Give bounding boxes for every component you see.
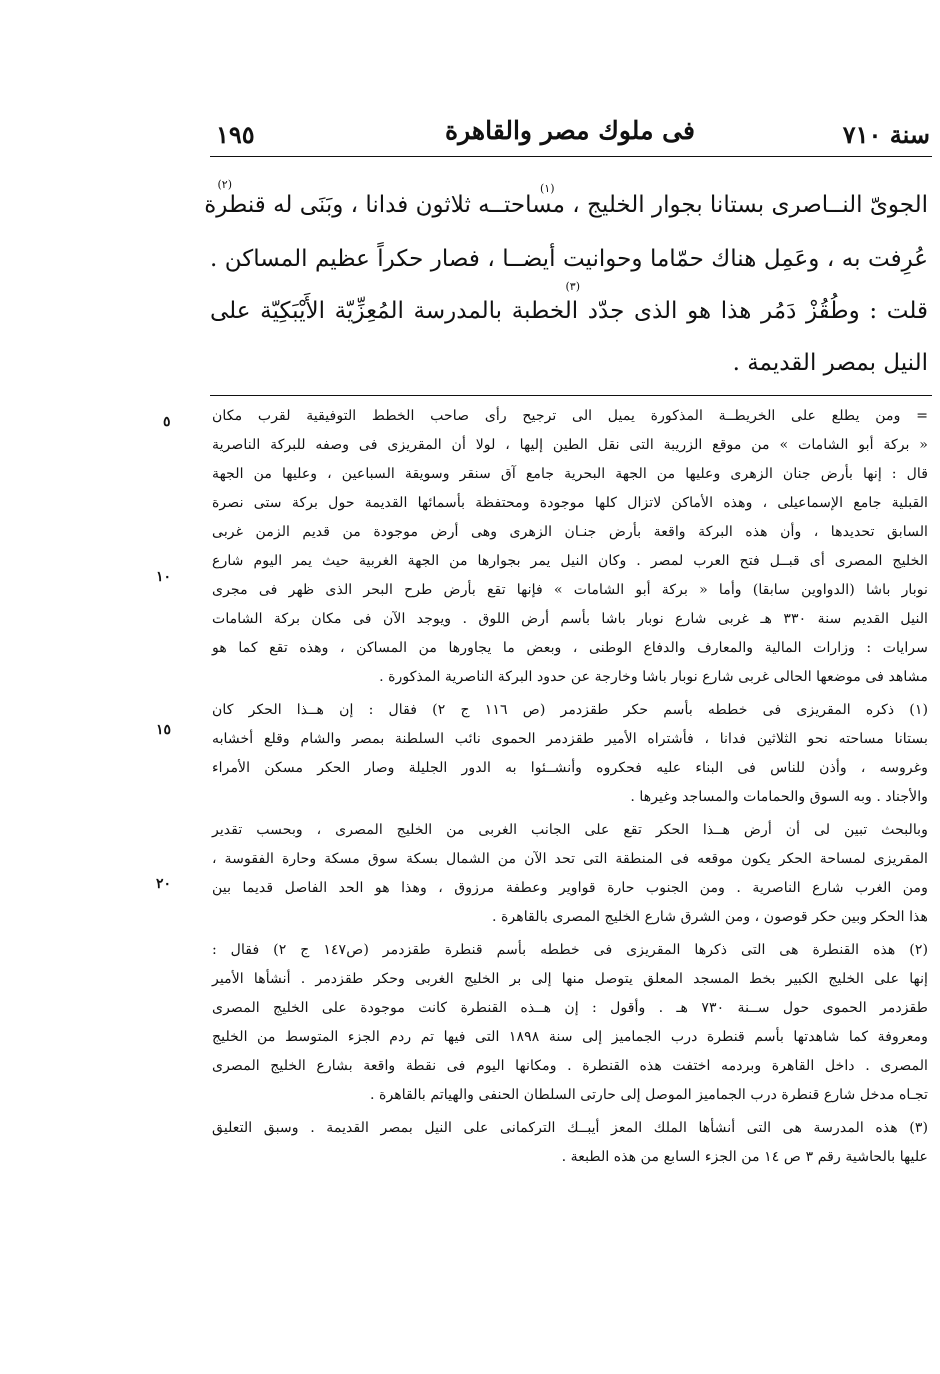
footnote-line: « بركة أبو الشامات » من موقع الزريبة التى نقل الطين إليها ، لولا أن المقريزى فى وصفه للبركة الناصرية: [212, 437, 928, 453]
page-number: ١٩٥: [216, 120, 255, 149]
footnote-line: سرايات : وزارات المالية والمعارف والدفاع الوطنى ، وبعض ما يجاورها من المساكن ، وهذه تقع كما هو: [212, 640, 928, 656]
footnote-line: ومن الغرب شارع الناصرية . ومن الجنوب حارة قواوير وعطفة مرزوق ، وهذا هو الحد الفاصل قديما بين: [212, 880, 928, 896]
footnote-line: بستانا مساحته نحو الثلاثين فدانا ، فأشتراه الأمير طقزدمر الحموى نائب السلطنة بمصر والشام وقلع أخشابه: [212, 731, 928, 747]
footnote-line: (٢) هذه القنطرة هى التى ذكرها المقريزى فى خططه بأسم قنطرة طقزدمر (ص١٤٧ ج ٢) فقال :: [212, 942, 928, 958]
header-title: فى ملوك مصر والقاهرة: [445, 116, 695, 145]
main-text: [204, 170, 928, 380]
footnote-line: النيل القديم سنة ٣٣٠ هـ غربى شارع نوبار باشا بأسم أرض اللوق . ويوجد الآن فى مكان بركة الشامات: [212, 611, 928, 627]
footnote-line: والأجناد . وبه السوق والحمامات والمساجد وغيرها .: [630, 789, 928, 805]
header-year: سنة ٧١٠: [842, 120, 930, 149]
main-line-2: عُرِفت به ، وعَمِل هناك حمّاما وحوانيت أيضــا ، فصار حكراً عظيم المساكن .: [210, 246, 928, 272]
footnote-line: (١) ذكره المقريزى فى خططه بأسم حكر طقزدمر (ص ١١٦ ج ٢) فقال : إن هــذا الحكر كان: [212, 702, 929, 718]
margin-line-number: ٥: [163, 414, 171, 430]
margin-line-number: ١٥: [156, 722, 172, 738]
footnote-line: نوبار باشا (الدواوين سابقا) وأما « بركة أبو الشامات » فإنها تقع بأرض طرح البحر الذى ظهر فى مجرى: [212, 582, 928, 598]
footnote-line: وغروسه ، وأذن للناس فى البناء عليه فحكروه وأنشــئوا به الدور الجليلة وصار الحكر مسكن الأمراء: [212, 760, 928, 776]
header-rule: [210, 156, 932, 157]
footnote-line: طقزدمر الحموى حول ســنة ٧٣٠ هـ . وأقول : إن هــذه القنطرة كانت موجودة على الخليج المصرى: [212, 1000, 928, 1016]
footnote-line: = ومن يطلع على الخريطــة المذكورة يميل الى ترجيح رأى صاحب الخطط التوفيقية لقرب مكان: [212, 408, 928, 424]
footnote-line: إنها على الخليج الكبير بخط المسجد المعلق يتوصل منها إلى بر الخليج الغربى وحكر طقزدمر . أنشأها الأمير: [212, 971, 928, 987]
footnote-line: ومعروفة كما شاهدتها بأسم قنطرة درب الجماميز إلى سنة ١٨٩٨ التى فيها تم ردم الجزء المتوسط من الخليج: [212, 1029, 929, 1045]
note-ref-1: (١): [540, 182, 555, 195]
note-ref-2: (٢): [217, 178, 232, 191]
footnote-line: وبالبحث تبين لى أن أرض هــذا الحكر تقع على الجانب الغربى من الخليج المصرى ، وبحسب تقدير: [212, 822, 928, 838]
running-header: [210, 114, 930, 154]
note-ref-3: (٣): [565, 280, 580, 293]
footnote-line: القبلية جامع الإسماعيلى ، وهذه الأماكن لاتزال كلها موجودة ومحتفظة بأسمائها القديمة حول بركة ستى نصرة: [212, 495, 928, 511]
footnote-line: (٣) هذه المدرسة هى التى أنشأها الملك المعز أيبــك التركمانى على النيل بمصر القديمة . وسبق التعليق: [212, 1120, 928, 1136]
margin-line-number: ٢٠: [156, 876, 172, 892]
footnote-separator: [210, 395, 932, 396]
footnote-line: قال : إنها بأرض جنان الزهرى وعليها من الجهة البحرية جامع آق سنقر وسويقة السباعين ، وعليها من الجهة: [212, 466, 928, 482]
main-line-1: الجوىّ النــاصرى بستانا بجوار الخليج ، مساحتــه ثلاثون فدانا ، وبَنَى له قنطرة: [204, 192, 928, 218]
footnote-line: المقريزى لمساحة الحكر يكون موقعه فى المنطقة التى تحد الآن من الشمال بسكة سوق مسكة وحارة الفقوسة ،: [212, 851, 928, 867]
footnote-line: المصرى . داخل القاهرة وبردمه اختفت هذه القنطرة . ومكانها اليوم فى نقطة واقعة بشارع الخليج المصرى: [212, 1058, 928, 1074]
footnote-line: السابق تحديدها ، وأن هذه البركة واقعة بأرض جنـان الزهرى وهى أرض موجودة من قديم الزمن غربى: [212, 524, 928, 540]
footnote-line: تجـاه مدخل شارع قنطرة درب الجماميز الموصل إلى حارتى السلطان الحنفى والهياتم بالقاهرة .: [370, 1087, 928, 1103]
footnote-line: الخليج المصرى أى قبــل فتح العرب لمصر . وكان النيل يمر بجوارها من الجهة الغربية حيث يمر اليوم شارع: [212, 553, 928, 569]
footnote-line: هذا الحكر وبين حكر قوصون ، ومن الشرق شارع الخليج المصرى بالقاهرة .: [491, 909, 928, 925]
footnotes: [212, 406, 928, 1206]
main-line-3: قلت : وطُقُزْ دَمُر هذا هو الذى جدّد الخطبة بالمدرسة المُعِزِّيّة الأَيْبَكِيّة على: [210, 298, 928, 324]
footnote-line: عليها بالحاشية رقم ٣ ص ١٤ من الجزء السابع من هذه الطبعة .: [561, 1149, 928, 1165]
margin-line-number: ١٠: [156, 569, 172, 585]
main-line-4: النيل بمصر القديمة .: [732, 350, 928, 376]
footnote-line: مشاهد فى موضعها الحالى غربى شارع نوبار باشا وخارجة عن حدود البركة الناصرية المذكورة .: [379, 669, 928, 685]
